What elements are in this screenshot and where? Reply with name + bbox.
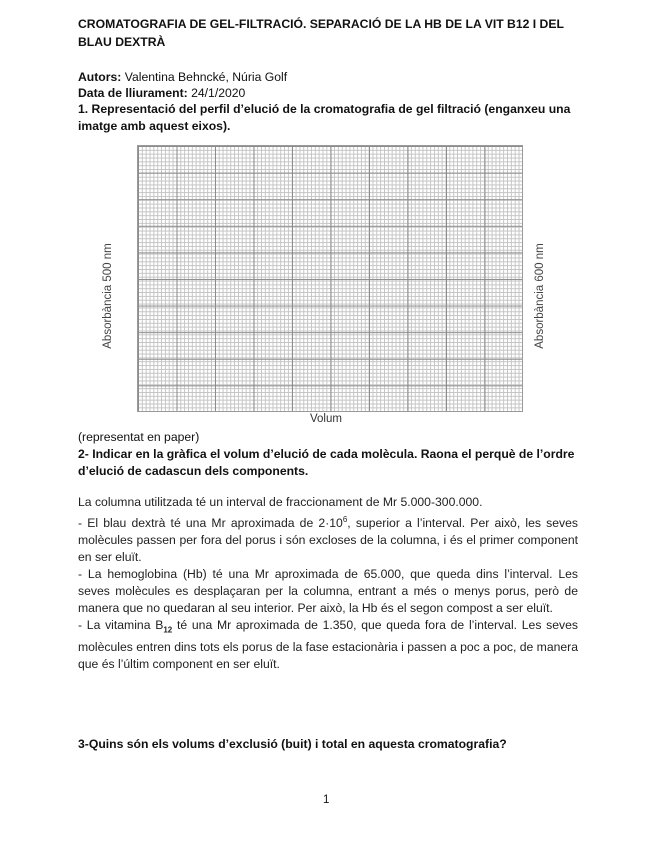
graph-x-label: Volum bbox=[310, 413, 342, 425]
answer-2-p4-text-b: té una Mr aproximada de 1.350, que queda fora de l’interval. Les seves molècules entren dins tots els porus de la fase estacionària i passen a poc a poc, de manera que és l’últim component en ser eluït. bbox=[78, 618, 578, 671]
date-line bbox=[78, 85, 245, 101]
answer-2 bbox=[78, 494, 578, 673]
authors-label: Autors: bbox=[78, 70, 122, 84]
graph-note: (representat en paper) bbox=[78, 430, 200, 444]
answer-2-p4-text-a: - La vitamina B bbox=[78, 618, 164, 633]
graph-y-left-label: Absorbància 500 nm bbox=[102, 243, 114, 349]
answer-2-paragraph-1: La columna utilitzada té un interval de fraccionament de Mr 5.000-300.000. bbox=[78, 495, 483, 509]
answer-2-paragraph-3: - La hemoglobina (Hb) té una Mr aproximada de 65.000, que queda dins l’interval. Les seves molècules es desplaçaran per la columna, entrant a més o menys porus, però de manera que no quedaran al seu interior. Per això, la Hb és el segon compost a ser eluït. bbox=[78, 567, 578, 616]
answer-2-p2-text-a: - El blau dextrà té una Mr aproximada de 2·10 bbox=[78, 516, 343, 531]
answer-2-p2-text-b: , superior a l’interval. Per això, les seves molècules passen per fora del porus i són excloses de la columna, i és el primer component en ser eluït. bbox=[78, 516, 578, 565]
date-label: Data de lliurament: bbox=[78, 86, 188, 100]
document-title: CROMATOGRAFIA DE GEL-FILTRACIÓ. SEPARACIÓ DE LA HB DE LA VIT B12 I DEL BLAU DEXTRÀ bbox=[78, 17, 564, 49]
question-3: 3-Quins són els volums d’exclusió (buit) i total en aquesta cromatografia? bbox=[78, 737, 507, 751]
answer-2-p2-superscript: 6 bbox=[342, 515, 348, 524]
graph-y-right-label: Absorbància 600 nm bbox=[534, 243, 546, 349]
authors-line bbox=[78, 69, 287, 85]
authors-value: Valentina Behncké, Núria Golf bbox=[124, 70, 288, 84]
page-number: 1 bbox=[323, 794, 330, 806]
answer-2-paragraph-4 bbox=[78, 617, 578, 672]
answer-2-paragraph-2 bbox=[78, 511, 578, 566]
question-2: 2- Indicar en la gràfica el volum d’elució de cada molècula. Raona el perquè de l’ordre d’elució de cadascun dels components. bbox=[78, 447, 575, 478]
graph-paper-grid bbox=[137, 145, 523, 412]
date-value: 24/1/2020 bbox=[191, 86, 246, 100]
answer-2-p4-subscript: 12 bbox=[163, 625, 173, 635]
question-1: 1. Representació del perfil d’elució de la cromatografia de gel filtració (enganxeu una imatge amb aquest eixos). bbox=[78, 102, 571, 133]
